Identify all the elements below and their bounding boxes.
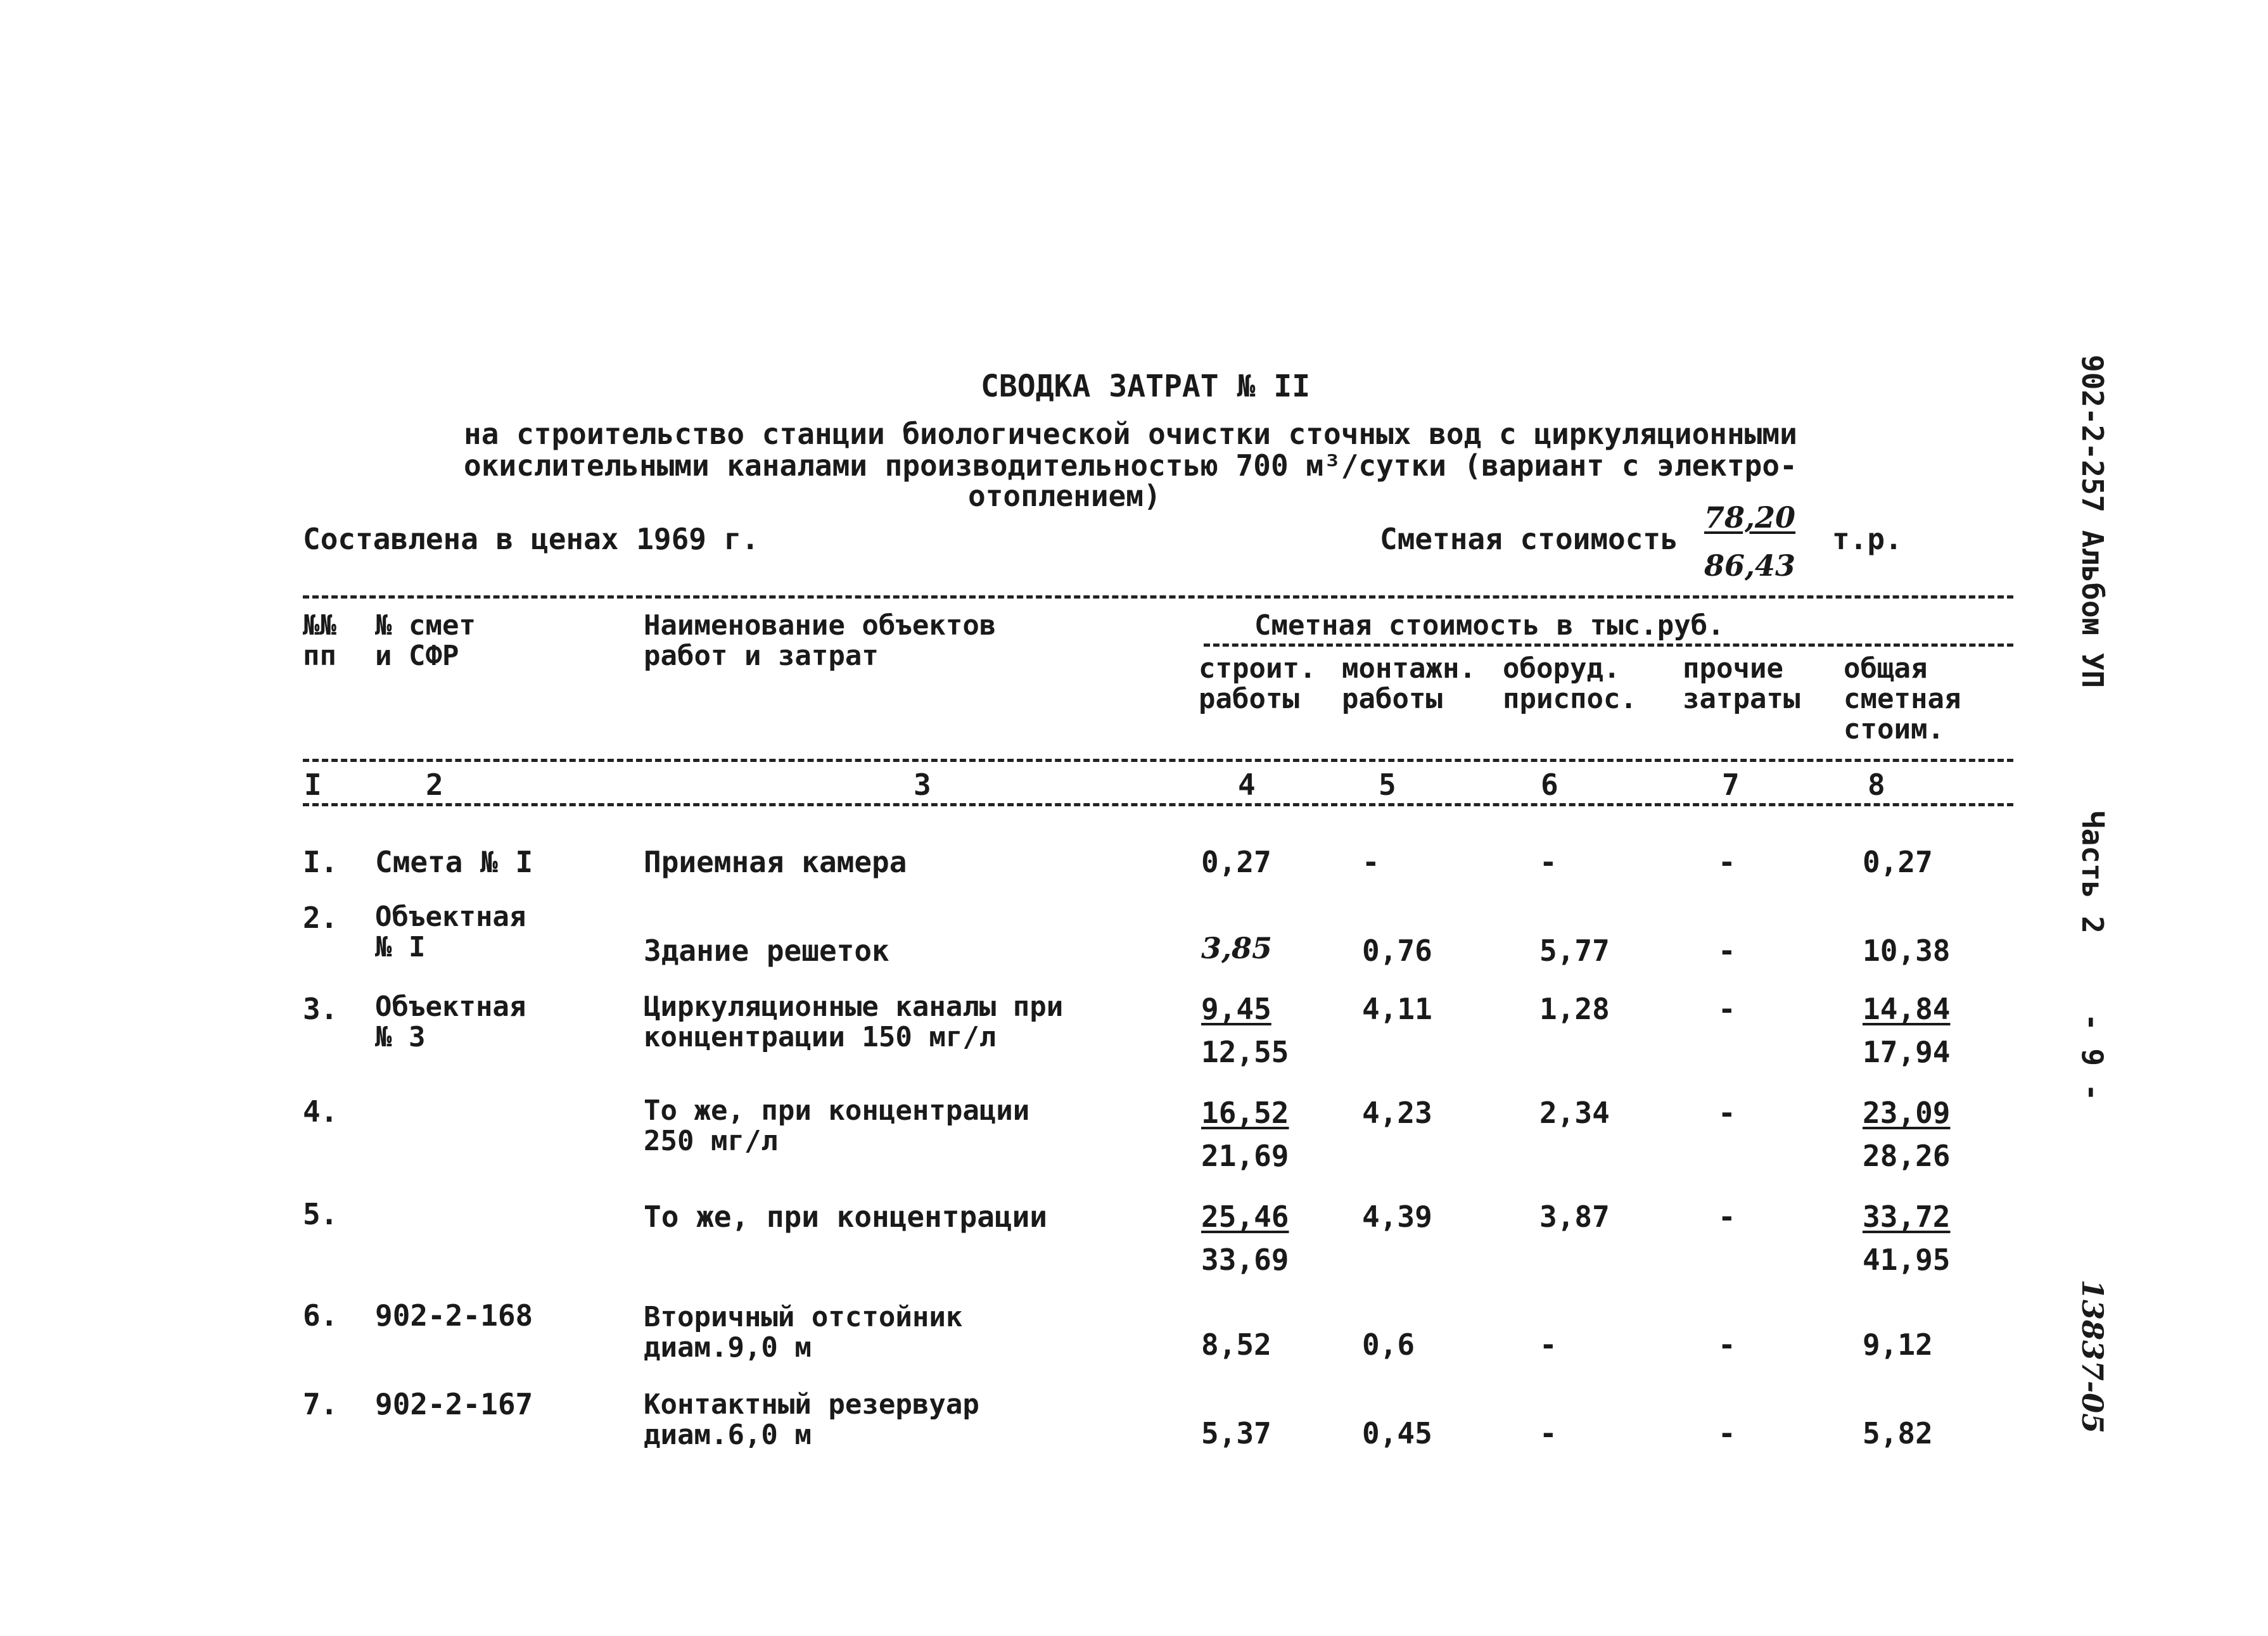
- row-number: 4.: [303, 1094, 338, 1129]
- row-c8-top: 33,72: [1863, 1200, 1951, 1234]
- header-col-4-line-1: строит.: [1199, 652, 1316, 685]
- row-name: [644, 1390, 979, 1450]
- header-col-2-line-2: и СФР: [375, 640, 459, 672]
- row-ref: Смета № I: [375, 845, 533, 879]
- row-c7: -: [1718, 1328, 1736, 1362]
- row-c6: 1,28: [1539, 992, 1610, 1026]
- row-c5: 0,45: [1362, 1416, 1432, 1450]
- row-c4-top: 25,46: [1201, 1200, 1289, 1234]
- colnum-8: 8: [1868, 768, 1885, 802]
- header-col-2-line-1: № смет: [375, 609, 476, 642]
- row-c4: 3,85: [1201, 931, 1273, 965]
- subtitle-line-1: на строительство станции биологической очистки сточных вод с циркуляционными: [464, 417, 1797, 451]
- header-col-3-line-1: Наименование объектов: [644, 609, 997, 642]
- header-col-8-line-2: сметная: [1844, 683, 1961, 715]
- header-col-3: [644, 611, 996, 671]
- margin-code: 13837-05: [2075, 1279, 2110, 1434]
- document-title: СВОДКА ЗАТРАТ № II: [981, 369, 1311, 404]
- header-col-8: [1844, 654, 1961, 745]
- header-col-6-line-1: оборуд.: [1503, 652, 1621, 685]
- header-col-8-line-1: общая: [1844, 652, 1928, 685]
- margin-album: 902-2-257 Альбом УП: [2075, 355, 2110, 688]
- header-col-3-line-2: работ и затрат: [644, 640, 879, 672]
- row-number: 7.: [303, 1387, 338, 1421]
- header-col-2: [375, 611, 476, 671]
- estimate-value-bottom: 86,43: [1704, 549, 1796, 583]
- header-col-6: [1503, 654, 1637, 714]
- row-c8-top: 14,84: [1863, 992, 1951, 1026]
- colnum-6: 6: [1541, 768, 1558, 802]
- row-name: Здание решеток: [644, 934, 889, 968]
- row-c5: 4,23: [1362, 1096, 1432, 1130]
- header-col-8-line-3: стоим.: [1844, 713, 1944, 745]
- header-top-rule: [303, 595, 2013, 599]
- colnum-3: 3: [914, 768, 931, 802]
- margin-part: Часть 2: [2075, 811, 2110, 934]
- row-name-line-1: Вторичный отстойник: [644, 1301, 963, 1333]
- colnum-2: 2: [426, 768, 443, 802]
- row-name-line-1: Контактный резервуар: [644, 1388, 979, 1421]
- row-c7: -: [1718, 1200, 1736, 1234]
- row-number: 6.: [303, 1298, 338, 1333]
- row-c4: 8,52: [1201, 1328, 1271, 1362]
- row-number: 3.: [303, 992, 338, 1026]
- row-ref-line-2: № I: [375, 931, 426, 963]
- row-ref-line-2: № 3: [375, 1021, 426, 1053]
- row-c6: 5,77: [1539, 934, 1610, 968]
- row-c8: 0,27: [1863, 845, 1933, 879]
- row-c7: -: [1718, 1416, 1736, 1450]
- estimate-value-top: 78,20: [1704, 500, 1796, 535]
- row-c4: 5,37: [1201, 1416, 1271, 1450]
- row-c4-bottom: 21,69: [1201, 1139, 1289, 1173]
- row-c7: -: [1718, 934, 1736, 968]
- row-c6: -: [1539, 1416, 1557, 1450]
- row-c8-bottom: 28,26: [1863, 1139, 1951, 1173]
- prices-note: Составлена в ценах 1969 г.: [303, 522, 760, 556]
- row-number: 2.: [303, 901, 338, 935]
- estimate-label: Сметная стоимость: [1380, 522, 1678, 556]
- header-bottom-rule: [303, 759, 2013, 762]
- row-c4-top: 9,45: [1201, 992, 1271, 1026]
- header-col-1-line-1: №№: [303, 609, 336, 642]
- header-col-1: [303, 611, 336, 671]
- header-col-1-line-2: пп: [303, 640, 336, 672]
- header-col-4: [1199, 654, 1316, 714]
- row-c8: 9,12: [1863, 1328, 1933, 1362]
- row-c5: 4,11: [1362, 992, 1432, 1026]
- header-group-cost: Сметная стоимость в тыс.руб.: [1254, 609, 1724, 642]
- header-group-rule: [1204, 644, 2013, 647]
- row-name: [644, 1302, 962, 1363]
- estimate-unit: т.р.: [1832, 522, 1902, 556]
- row-name-line-2: концентрации 150 мг/л: [644, 1021, 997, 1053]
- row-c5: 0,6: [1362, 1328, 1415, 1362]
- row-c8: 10,38: [1863, 934, 1951, 968]
- margin-page: - 9 -: [2075, 1013, 2110, 1101]
- row-c8-top: 23,09: [1863, 1096, 1951, 1130]
- header-col-4-line-2: работы: [1199, 683, 1299, 715]
- row-c8-bottom: 41,95: [1863, 1243, 1951, 1277]
- header-col-5-line-1: монтажн.: [1342, 652, 1476, 685]
- row-c5: 0,76: [1362, 934, 1432, 968]
- row-ref-line-1: Объектная: [375, 991, 526, 1023]
- row-c8-bottom: 17,94: [1863, 1035, 1951, 1069]
- subtitle-line-3: отоплением): [968, 479, 1161, 513]
- row-ref: [375, 902, 526, 963]
- row-name: То же, при концентрации: [644, 1200, 1047, 1234]
- row-c6: -: [1539, 1328, 1557, 1362]
- header-col-5: [1342, 654, 1476, 714]
- row-c4: 0,27: [1201, 845, 1271, 879]
- row-ref: 902-2-168: [375, 1298, 533, 1333]
- row-number: 5.: [303, 1197, 338, 1231]
- row-c7: -: [1718, 845, 1736, 879]
- row-name: [644, 1096, 1029, 1157]
- row-c7: -: [1718, 992, 1736, 1026]
- row-name: Приемная камера: [644, 845, 907, 879]
- row-c6: 2,34: [1539, 1096, 1610, 1130]
- row-name-line-1: Циркуляционные каналы при: [644, 991, 1064, 1023]
- row-ref: [375, 992, 526, 1053]
- row-name-line-1: То же, при концентрации: [644, 1094, 1030, 1127]
- header-col-7-line-1: прочие: [1683, 652, 1783, 685]
- row-c8: 5,82: [1863, 1416, 1933, 1450]
- header-col-7: [1683, 654, 1800, 714]
- row-number: I.: [303, 845, 338, 879]
- header-col-6-line-2: приспос.: [1503, 683, 1637, 715]
- subtitle-line-2: окислительными каналами производительностью 700 м³/сутки (вариант с электро-: [464, 448, 1797, 483]
- row-ref: 902-2-167: [375, 1387, 533, 1421]
- colnum-4: 4: [1238, 768, 1256, 802]
- row-name-line-2: 250 мг/л: [644, 1125, 778, 1157]
- row-c5: -: [1362, 845, 1380, 879]
- header-col-7-line-2: затраты: [1683, 683, 1800, 715]
- row-name-line-2: диам.6,0 м: [644, 1419, 812, 1451]
- row-c4-bottom: 12,55: [1201, 1035, 1289, 1069]
- row-ref-line-1: Объектная: [375, 901, 526, 933]
- row-c4-bottom: 33,69: [1201, 1243, 1289, 1277]
- row-c6: 3,87: [1539, 1200, 1610, 1234]
- row-name-line-2: диам.9,0 м: [644, 1331, 812, 1364]
- colnum-7: 7: [1722, 768, 1740, 802]
- row-c7: -: [1718, 1096, 1736, 1130]
- row-name: [644, 992, 1063, 1053]
- row-c5: 4,39: [1362, 1200, 1432, 1234]
- colnum-1: I: [304, 768, 322, 802]
- row-c4-top: 16,52: [1201, 1096, 1289, 1130]
- row-c6: -: [1539, 845, 1557, 879]
- colnum-5: 5: [1379, 768, 1396, 802]
- colnum-bottom-rule: [303, 803, 2013, 806]
- header-col-5-line-2: работы: [1342, 683, 1443, 715]
